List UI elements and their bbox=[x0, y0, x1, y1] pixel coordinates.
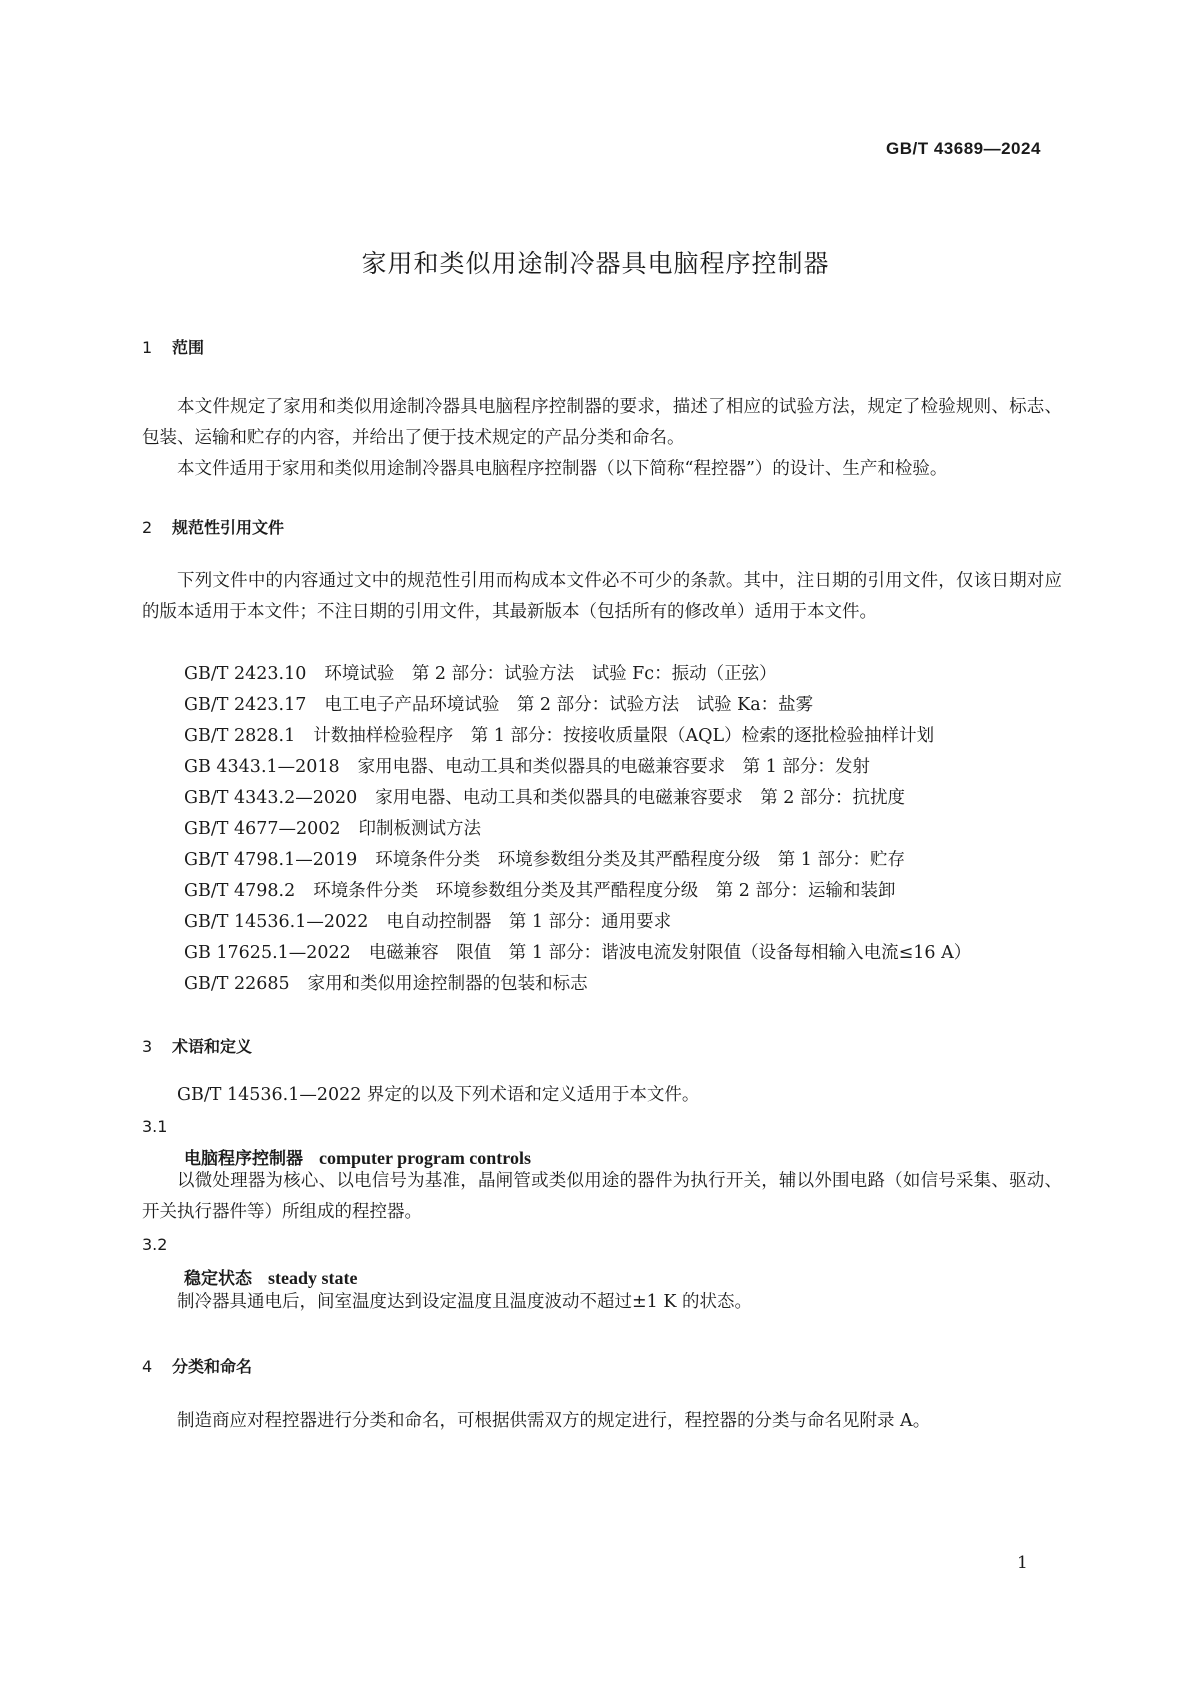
section-number: 4 bbox=[142, 1357, 153, 1376]
term-name bbox=[184, 1264, 357, 1289]
reference-item bbox=[184, 659, 777, 690]
reference-title: 印制板测试方法 bbox=[358, 819, 482, 839]
section-title: 术语和定义 bbox=[172, 1037, 253, 1056]
section-1-paragraph-1: 本文件规定了家用和类似用途制冷器具电脑程序控制器的要求，描述了相应的试验方法，规定了检验规则、标志、包装、运输和贮存的内容，并给出了便于技术规定的产品分类和命名。 bbox=[142, 397, 1062, 448]
page-number: 1 bbox=[1017, 1553, 1028, 1573]
section-title: 分类和命名 bbox=[172, 1357, 253, 1376]
section-title: 范围 bbox=[172, 338, 205, 357]
section-4-paragraph: 制造商应对程控器进行分类和命名，可根据供需双方的规定进行，程控器的分类与命名见附录 A。 bbox=[177, 1411, 931, 1431]
reference-item bbox=[184, 938, 971, 969]
reference-item bbox=[184, 752, 870, 783]
section-number: 1 bbox=[142, 338, 153, 357]
reference-item bbox=[184, 814, 481, 845]
section-4-heading bbox=[142, 1354, 252, 1377]
section-3-heading bbox=[142, 1034, 252, 1057]
section-3-intro: GB/T 14536.1—2022 界定的以及下列术语和定义适用于本文件。 bbox=[177, 1085, 700, 1105]
reference-title: 电磁兼容 限值 第 1 部分：谐波电流发射限值（设备每相输入电流≤16 A） bbox=[368, 943, 972, 963]
reference-title: 电自动控制器 第 1 部分：通用要求 bbox=[386, 912, 672, 932]
term-number: 3.1 bbox=[142, 1117, 168, 1136]
section-2-intro: 下列文件中的内容通过文中的规范性引用而构成本文件必不可少的条款。其中，注日期的引用文件，仅该日期对应的版本适用于本文件；不注日期的引用文件，其最新版本（包括所有的修改单）适用于本文件。 bbox=[142, 571, 1062, 622]
reference-item bbox=[184, 876, 895, 907]
term-english: computer program controls bbox=[319, 1148, 531, 1168]
reference-item bbox=[184, 721, 934, 752]
reference-title: 计数抽样检验程序 第 1 部分：按接收质量限（AQL）检索的逐批检验抽样计划 bbox=[313, 726, 935, 746]
section-number: 2 bbox=[142, 518, 153, 537]
reference-code: GB/T 4343.2—2020 bbox=[184, 788, 358, 808]
section-2-heading bbox=[142, 515, 284, 538]
reference-code: GB/T 4677—2002 bbox=[184, 819, 341, 839]
reference-title: 电工电子产品环境试验 第 2 部分：试验方法 试验 Ka：盐雾 bbox=[324, 695, 814, 715]
term-definition: 制冷器具通电后，间室温度达到设定温度且温度波动不超过±1 K 的状态。 bbox=[177, 1292, 752, 1312]
term-number: 3.2 bbox=[142, 1235, 168, 1254]
reference-title: 家用和类似用途控制器的包装和标志 bbox=[307, 974, 588, 994]
reference-code: GB/T 2828.1 bbox=[184, 726, 296, 746]
reference-code: GB/T 14536.1—2022 bbox=[184, 912, 369, 932]
reference-code: GB 17625.1—2022 bbox=[184, 943, 351, 963]
reference-item bbox=[184, 690, 813, 721]
reference-item bbox=[184, 969, 588, 1000]
section-1-paragraph-2: 本文件适用于家用和类似用途制冷器具电脑程序控制器（以下简称“程控器”）的设计、生产和检验。 bbox=[177, 459, 948, 479]
reference-code: GB 4343.1—2018 bbox=[184, 757, 340, 777]
reference-item bbox=[184, 845, 905, 876]
reference-title: 家用电器、电动工具和类似器具的电磁兼容要求 第 1 部分：发射 bbox=[357, 757, 870, 777]
term-english: steady state bbox=[268, 1268, 358, 1288]
document-title: 家用和类似用途制冷器具电脑程序控制器 bbox=[361, 249, 830, 278]
section-number: 3 bbox=[142, 1037, 153, 1056]
section-1-heading bbox=[142, 335, 204, 358]
term-chinese: 电脑程序控制器 bbox=[184, 1149, 303, 1169]
reference-title: 环境条件分类 环境参数组分类及其严酷程度分级 第 1 部分：贮存 bbox=[375, 850, 906, 870]
reference-item bbox=[184, 907, 671, 938]
section-title: 规范性引用文件 bbox=[172, 518, 285, 537]
reference-code: GB/T 4798.1—2019 bbox=[184, 850, 358, 870]
standard-number: GB/T 43689—2024 bbox=[886, 139, 1041, 158]
reference-title: 家用电器、电动工具和类似器具的电磁兼容要求 第 2 部分：抗扰度 bbox=[375, 788, 906, 808]
reference-item bbox=[184, 783, 905, 814]
reference-title: 环境条件分类 环境参数组分类及其严酷程度分级 第 2 部分：运输和装卸 bbox=[313, 881, 896, 901]
reference-title: 环境试验 第 2 部分：试验方法 试验 Fc：振动（正弦） bbox=[324, 664, 777, 684]
reference-code: GB/T 22685 bbox=[184, 974, 290, 994]
reference-code: GB/T 4798.2 bbox=[184, 881, 296, 901]
term-chinese: 稳定状态 bbox=[184, 1269, 252, 1289]
reference-code: GB/T 2423.10 bbox=[184, 664, 307, 684]
reference-code: GB/T 2423.17 bbox=[184, 695, 307, 715]
term-definition: 以微处理器为核心、以电信号为基准，晶闸管或类似用途的器件为执行开关，辅以外围电路（如信号采集、驱动、开关执行器件等）所组成的程控器。 bbox=[142, 1171, 1062, 1222]
